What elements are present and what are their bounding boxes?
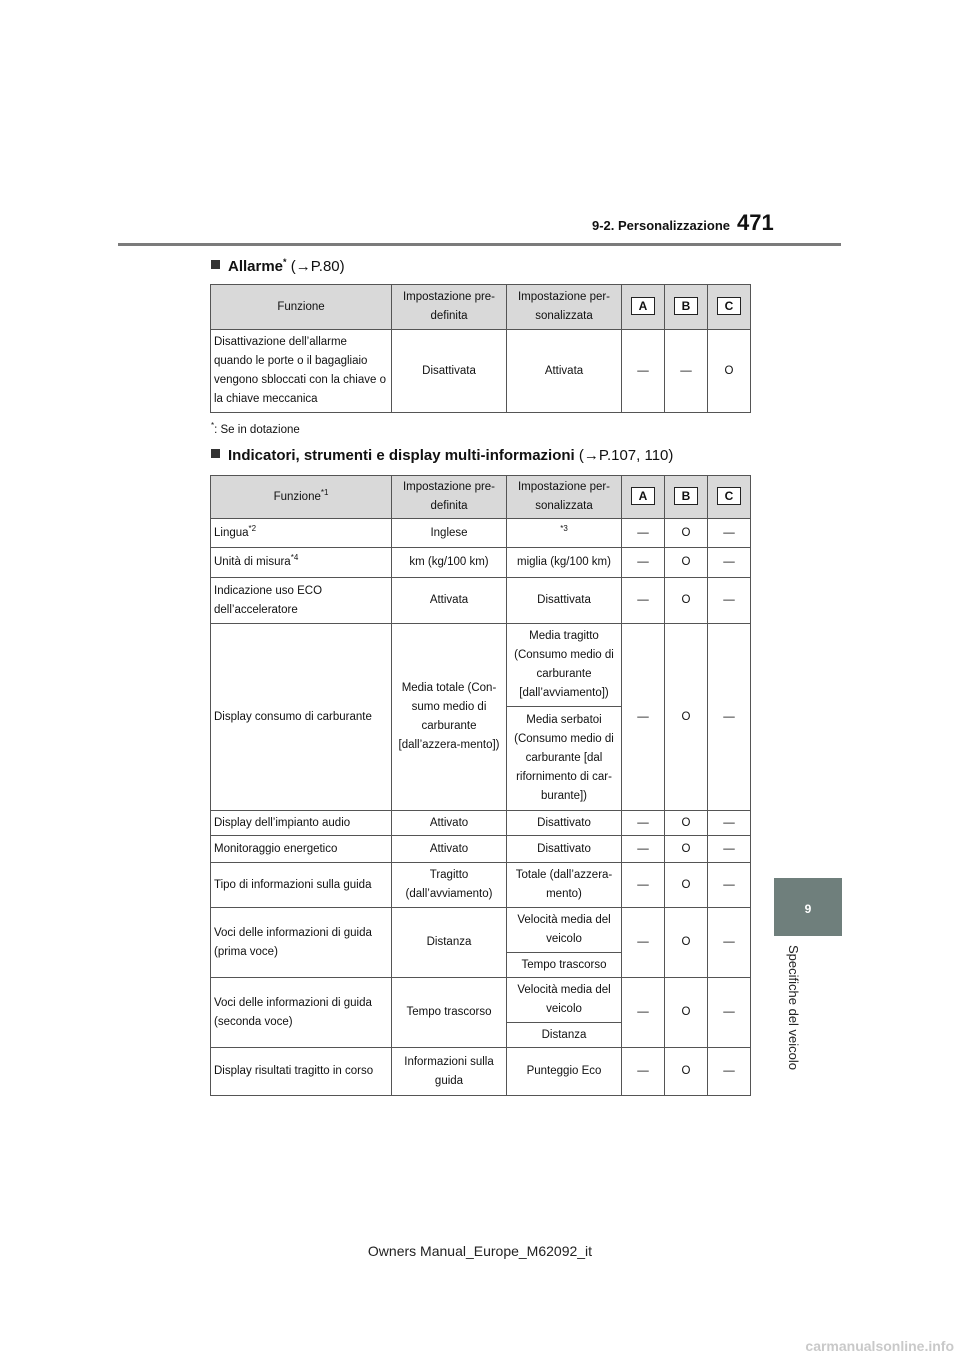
cell-custom: Velocità media del veicolo [507, 908, 622, 953]
cell-custom: Attivata [507, 330, 622, 413]
cell-default: Tempo trascorso [392, 978, 507, 1048]
cell-b: — [665, 330, 708, 413]
cell-c: — [708, 1048, 751, 1096]
alarm-settings-table [210, 284, 751, 413]
cell-a: — [622, 578, 665, 624]
page-footer: Owners Manual_Europe_M62092_it [367, 1243, 593, 1259]
bullet-square-icon [211, 260, 220, 269]
cell-c: — [708, 811, 751, 836]
cell-custom: Tempo trascorso [507, 953, 622, 978]
cell-b: O [665, 1048, 708, 1096]
cell-a: — [622, 548, 665, 578]
cell-default: Informazioni sulla guida [392, 1048, 507, 1096]
cell-custom: *3 [507, 519, 622, 548]
cell-funzione: Voci delle informazioni di guida (seconda voce) [211, 978, 392, 1048]
cell-custom: Velocità media del veicolo [507, 978, 622, 1023]
cell-default: Inglese [392, 519, 507, 548]
cell-funzione: Disattivazione dell’allarme quando le porte o il bagagliaio vengono sbloccati con la chiave o la chiave meccanica [211, 330, 392, 413]
cell-funzione: Unità di misura$^{*4}$ [211, 548, 392, 578]
page-reference-link[interactable]: (→P.107, 110) [574, 447, 674, 464]
cell-b: O [665, 836, 708, 863]
cell-b: O [665, 978, 708, 1048]
cell-custom: Media serbatoi (Consumo medio di carburante [dal rifornimento di car-burante]) [507, 707, 622, 811]
cell-b: O [665, 863, 708, 908]
cell-custom: Distanza [507, 1023, 622, 1048]
cell-a: — [622, 978, 665, 1048]
cell-a: — [622, 836, 665, 863]
cell-custom: Disattivato [507, 836, 622, 863]
header-col-b: B [665, 285, 708, 330]
cell-funzione: Tipo di informazioni sulla guida [211, 863, 392, 908]
cell-custom: Media tragitto (Consumo medio di carburante [dall’avviamento]) [507, 624, 622, 707]
cell-default: Attivato [392, 836, 507, 863]
section-title-sup: * [283, 257, 287, 267]
watermark: carmanualsonline.info [805, 1338, 954, 1354]
section-heading-allarme [211, 257, 345, 275]
header-col-a: A [622, 285, 665, 330]
section-header-title: 9-2. Personalizzazione [592, 218, 730, 233]
footnote [211, 421, 300, 436]
cell-default: Distanza [392, 908, 507, 978]
cell-funzione: Voci delle informazioni di guida (prima voce) [211, 908, 392, 978]
header-funzione: Funzione [211, 285, 392, 330]
cell-default: km (kg/100 km) [392, 548, 507, 578]
cell-a: — [622, 1048, 665, 1096]
header-funzione: Funzione$^{*1}$ [211, 476, 392, 519]
cell-b: O [665, 548, 708, 578]
cell-custom: miglia (kg/100 km) [507, 548, 622, 578]
cell-c: — [708, 908, 751, 978]
section-title: Allarme [228, 258, 284, 275]
chapter-tab-number: 9 [804, 902, 812, 916]
cell-funzione: Display consumo di carburante [211, 624, 392, 811]
header-col-b: B [665, 476, 708, 519]
cell-a: — [622, 624, 665, 811]
cell-c: — [708, 519, 751, 548]
cell-b: O [665, 624, 708, 811]
cell-custom: Punteggio Eco [507, 1048, 622, 1096]
cell-b: O [665, 811, 708, 836]
chapter-tab-label-wrap [786, 945, 808, 1075]
page-reference-link[interactable]: (→P.80) [286, 258, 345, 275]
section-title: Indicatori, strumenti e display multi-informazioni [228, 447, 575, 464]
cell-default: Disattivata [392, 330, 507, 413]
cell-a: — [622, 863, 665, 908]
cell-custom: Disattivato [507, 811, 622, 836]
cell-b: O [665, 578, 708, 624]
cell-c: — [708, 836, 751, 863]
cell-b: O [665, 908, 708, 978]
cell-default: Tragitto (dall’avviamento) [392, 863, 507, 908]
table-row [211, 519, 751, 548]
cell-funzione: Display risultati tragitto in corso [211, 1048, 392, 1096]
table-row [211, 578, 751, 624]
header-col-c: C [708, 285, 751, 330]
cell-custom: Disattivata [507, 578, 622, 624]
cell-c: — [708, 978, 751, 1048]
footnote-text: : Se in dotazione [214, 423, 300, 436]
cell-default: Attivato [392, 811, 507, 836]
cell-funzione: Monitoraggio energetico [211, 836, 392, 863]
cell-funzione: Lingua$^{*2}$ [211, 519, 392, 548]
chapter-tab-label: Specifiche del veicolo [786, 945, 801, 1071]
cell-b: O [665, 519, 708, 548]
cell-c: — [708, 624, 751, 811]
cell-funzione: Display dell’impianto audio [211, 811, 392, 836]
table-header-row [211, 476, 751, 519]
cell-a: — [622, 519, 665, 548]
table-row [211, 330, 751, 413]
table-row [211, 978, 751, 1023]
page-number: 471 [737, 210, 774, 235]
cell-a: — [622, 811, 665, 836]
bullet-square-icon [211, 449, 220, 458]
table-row [211, 811, 751, 836]
table-row [211, 1048, 751, 1096]
cell-a: — [622, 908, 665, 978]
table-row [211, 624, 751, 707]
header-default: Impostazione pre-definita [392, 476, 507, 519]
cell-default: Attivata [392, 578, 507, 624]
table-header-row [211, 285, 751, 330]
header-col-a: A [622, 476, 665, 519]
cell-c: O [708, 330, 751, 413]
table-row [211, 548, 751, 578]
cell-c: — [708, 578, 751, 624]
footnote-mark: * [211, 421, 215, 430]
header-default: Impostazione pre-definita [392, 285, 507, 330]
section-heading-indicatori [211, 447, 673, 464]
table-row [211, 836, 751, 863]
display-settings-table [210, 475, 751, 1096]
header-col-c: C [708, 476, 751, 519]
header-custom: Impostazione per-sonalizzata [507, 476, 622, 519]
cell-custom: Totale (dall’azzera-mento) [507, 863, 622, 908]
cell-c: — [708, 863, 751, 908]
cell-c: — [708, 548, 751, 578]
header-divider [118, 243, 841, 246]
cell-funzione: Indicazione uso ECO dell’acceleratore [211, 578, 392, 624]
chapter-tab [774, 878, 842, 936]
table-row [211, 863, 751, 908]
cell-a: — [622, 330, 665, 413]
header-custom: Impostazione per-sonalizzata [507, 285, 622, 330]
cell-default: Media totale (Con-sumo medio di carburante [dall’azzera-mento]) [392, 624, 507, 811]
table-row [211, 908, 751, 953]
